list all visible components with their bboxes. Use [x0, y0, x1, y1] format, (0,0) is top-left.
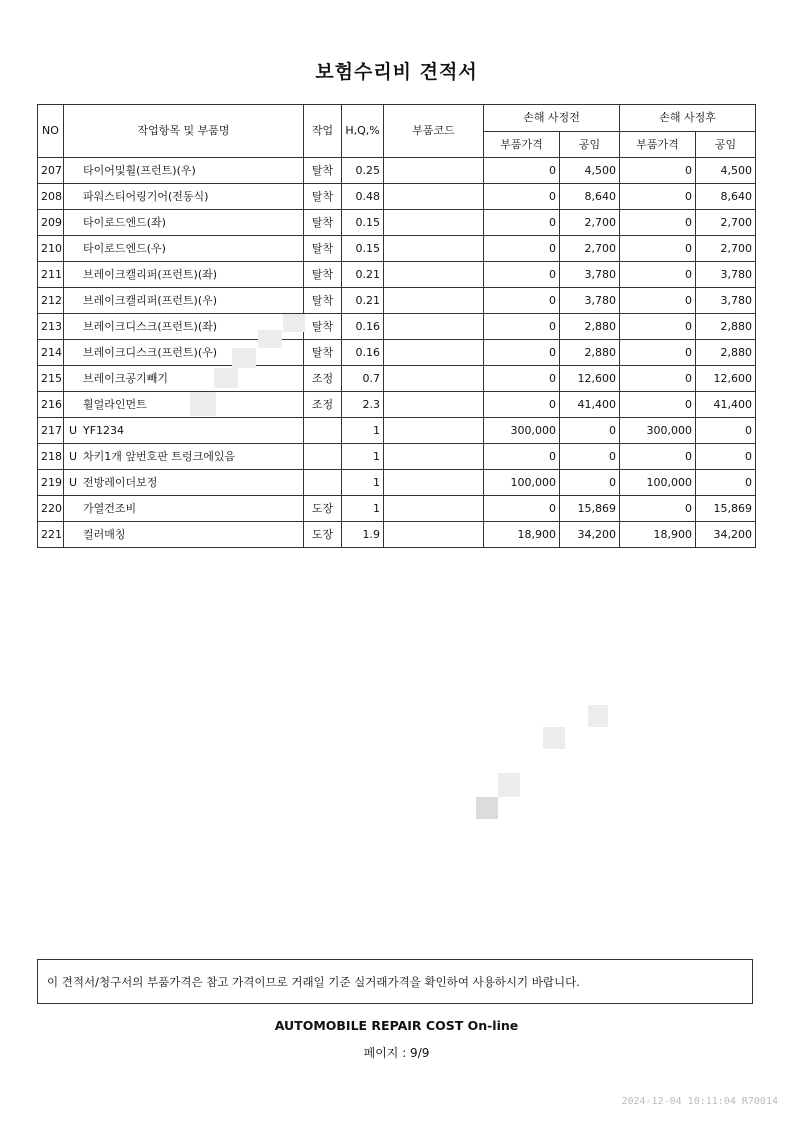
- row-work: [304, 470, 342, 496]
- row-no: 209: [38, 210, 64, 236]
- row-hq: 0.7: [342, 366, 384, 392]
- col-header-no: NO: [38, 105, 64, 158]
- row-item-name: [64, 184, 304, 210]
- row-item-label: 브레이크캘리퍼(프런트)(우): [83, 293, 218, 307]
- row-hq: 0.15: [342, 236, 384, 262]
- row-item-label: 전방레이더보정: [83, 475, 158, 489]
- row-work: [304, 444, 342, 470]
- row-after-labor: 0: [696, 418, 756, 444]
- row-before-labor: 0: [560, 444, 620, 470]
- row-before-labor: 4,500: [560, 158, 620, 184]
- row-hq: 0.16: [342, 314, 384, 340]
- table-row: [38, 340, 756, 366]
- redaction-mark: [476, 797, 498, 819]
- row-before-part-price: 0: [484, 340, 560, 366]
- row-before-labor: 3,780: [560, 288, 620, 314]
- row-hq: 2.3: [342, 392, 384, 418]
- col-header-before-labor: 공임: [560, 132, 620, 158]
- row-work: 도장: [304, 522, 342, 548]
- row-part-code: [384, 418, 484, 444]
- page-number: 페이지 : 9/9: [363, 1046, 430, 1060]
- row-item-name: [64, 262, 304, 288]
- row-item-name: [64, 392, 304, 418]
- row-no: 213: [38, 314, 64, 340]
- row-hq: 1: [342, 418, 384, 444]
- row-item-name: [64, 236, 304, 262]
- table-row: [38, 314, 756, 340]
- row-item-label: 휠얼라인먼트: [83, 397, 147, 411]
- row-item-label: YF1234: [83, 423, 125, 437]
- row-work: 조정: [304, 366, 342, 392]
- row-after-part-price: 0: [620, 288, 696, 314]
- row-after-part-price: 0: [620, 366, 696, 392]
- row-part-code: [384, 158, 484, 184]
- row-before-part-price: 300,000: [484, 418, 560, 444]
- col-header-item: 작업항목 및 부품명: [64, 105, 304, 158]
- col-header-before-part: 부품가격: [484, 132, 560, 158]
- row-after-labor: 3,780: [696, 262, 756, 288]
- col-group-after: 손해 사정후: [620, 105, 756, 132]
- row-item-name: [64, 444, 304, 470]
- row-no: 218: [38, 444, 64, 470]
- row-before-labor: 15,869: [560, 496, 620, 522]
- row-before-part-price: 0: [484, 262, 560, 288]
- row-item-name: [64, 210, 304, 236]
- table-row: [38, 262, 756, 288]
- row-item-name: [64, 418, 304, 444]
- row-after-part-price: 0: [620, 444, 696, 470]
- row-before-part-price: 0: [484, 288, 560, 314]
- row-before-part-price: 0: [484, 366, 560, 392]
- row-before-labor: 41,400: [560, 392, 620, 418]
- table-row: [38, 444, 756, 470]
- row-after-labor: 34,200: [696, 522, 756, 548]
- col-header-code: 부품코드: [384, 105, 484, 158]
- row-work: [304, 418, 342, 444]
- row-hq: 1: [342, 444, 384, 470]
- redaction-mark: [232, 348, 256, 368]
- row-before-labor: 8,640: [560, 184, 620, 210]
- row-work: 조정: [304, 392, 342, 418]
- row-flag: U: [69, 475, 78, 489]
- row-after-labor: 0: [696, 444, 756, 470]
- row-part-code: [384, 288, 484, 314]
- row-before-part-price: 18,900: [484, 522, 560, 548]
- row-no: 207: [38, 158, 64, 184]
- row-before-part-price: 0: [484, 314, 560, 340]
- redaction-mark: [588, 705, 608, 727]
- row-before-labor: 3,780: [560, 262, 620, 288]
- row-after-labor: 8,640: [696, 184, 756, 210]
- row-after-labor: 12,600: [696, 366, 756, 392]
- row-item-name: [64, 522, 304, 548]
- row-part-code: [384, 522, 484, 548]
- row-item-name: [64, 288, 304, 314]
- row-part-code: [384, 262, 484, 288]
- row-before-part-price: 0: [484, 496, 560, 522]
- row-hq: 1.9: [342, 522, 384, 548]
- table-row: [38, 418, 756, 444]
- row-hq: 0.16: [342, 340, 384, 366]
- redaction-mark: [543, 727, 565, 749]
- row-before-part-price: 0: [484, 236, 560, 262]
- row-after-part-price: 300,000: [620, 418, 696, 444]
- row-after-labor: 15,869: [696, 496, 756, 522]
- table-row: [38, 210, 756, 236]
- row-hq: 0.15: [342, 210, 384, 236]
- row-item-label: 브레이크디스크(프런트)(좌): [83, 319, 218, 333]
- row-hq: 1: [342, 470, 384, 496]
- row-after-part-price: 0: [620, 184, 696, 210]
- row-work: 탈착: [304, 210, 342, 236]
- row-after-part-price: 18,900: [620, 522, 696, 548]
- row-after-part-price: 0: [620, 314, 696, 340]
- row-part-code: [384, 236, 484, 262]
- row-item-label: 브레이크공기빼기: [83, 371, 169, 385]
- col-header-work: 작업: [304, 105, 342, 158]
- row-after-labor: 2,880: [696, 314, 756, 340]
- row-no: 210: [38, 236, 64, 262]
- row-part-code: [384, 444, 484, 470]
- document-title: 보험수리비 견적서: [315, 61, 478, 83]
- estimate-table: [37, 104, 756, 548]
- row-part-code: [384, 184, 484, 210]
- row-no: 208: [38, 184, 64, 210]
- row-work: 탈착: [304, 262, 342, 288]
- row-item-label: 타이어및휠(프런트)(우): [83, 163, 196, 177]
- row-work: 탈착: [304, 158, 342, 184]
- row-before-part-price: 0: [484, 392, 560, 418]
- row-item-label: 타이로드엔드(좌): [83, 215, 166, 229]
- row-after-labor: 0: [696, 470, 756, 496]
- table-row: [38, 184, 756, 210]
- row-after-labor: 4,500: [696, 158, 756, 184]
- table-row: [38, 522, 756, 548]
- row-no: 211: [38, 262, 64, 288]
- row-before-labor: 2,880: [560, 314, 620, 340]
- row-before-labor: 2,700: [560, 210, 620, 236]
- row-hq: 0.25: [342, 158, 384, 184]
- row-after-part-price: 0: [620, 392, 696, 418]
- redaction-mark: [258, 330, 282, 348]
- row-no: 212: [38, 288, 64, 314]
- row-no: 214: [38, 340, 64, 366]
- row-after-labor: 2,880: [696, 340, 756, 366]
- row-item-name: [64, 366, 304, 392]
- row-after-part-price: 0: [620, 158, 696, 184]
- row-work: 도장: [304, 496, 342, 522]
- row-item-label: 브레이크캘리퍼(프런트)(좌): [83, 267, 218, 281]
- row-work: 탈착: [304, 236, 342, 262]
- row-before-part-price: 0: [484, 210, 560, 236]
- row-no: 221: [38, 522, 64, 548]
- row-hq: 0.21: [342, 262, 384, 288]
- row-no: 219: [38, 470, 64, 496]
- redaction-mark: [190, 392, 216, 416]
- row-hq: 0.21: [342, 288, 384, 314]
- row-before-labor: 2,880: [560, 340, 620, 366]
- row-after-part-price: 100,000: [620, 470, 696, 496]
- row-item-name: [64, 470, 304, 496]
- table-row: [38, 392, 756, 418]
- row-before-part-price: 100,000: [484, 470, 560, 496]
- row-after-labor: 41,400: [696, 392, 756, 418]
- row-item-label: 브레이크디스크(프런트)(우): [83, 345, 218, 359]
- table-row: [38, 288, 756, 314]
- row-hq: 0.48: [342, 184, 384, 210]
- row-part-code: [384, 470, 484, 496]
- row-item-label: 가열건조비: [83, 501, 137, 515]
- row-part-code: [384, 392, 484, 418]
- row-item-name: [64, 158, 304, 184]
- redaction-mark: [214, 368, 238, 388]
- row-flag: U: [69, 423, 78, 437]
- row-work: 탈착: [304, 288, 342, 314]
- table-row: [38, 496, 756, 522]
- table-row: [38, 236, 756, 262]
- row-before-labor: 0: [560, 418, 620, 444]
- row-before-labor: 34,200: [560, 522, 620, 548]
- row-no: 220: [38, 496, 64, 522]
- row-before-labor: 0: [560, 470, 620, 496]
- table-row: [38, 366, 756, 392]
- row-part-code: [384, 340, 484, 366]
- table-row: [38, 470, 756, 496]
- row-item-label: 파워스티어링기어(전동식): [83, 189, 209, 203]
- col-header-hq: H,Q,%: [342, 105, 384, 158]
- row-after-labor: 2,700: [696, 210, 756, 236]
- col-header-after-labor: 공임: [696, 132, 756, 158]
- row-work: 탈착: [304, 340, 342, 366]
- price-notice: 이 견적서/청구서의 부품가격은 참고 가격이므로 거래일 기준 실거래가격을 확인하여 사용하시기 바랍니다.: [37, 959, 753, 1004]
- row-after-part-price: 0: [620, 210, 696, 236]
- row-after-part-price: 0: [620, 262, 696, 288]
- estimate-rows: [38, 158, 756, 548]
- print-timestamp: 2024-12-04 10:11:04 R70014: [621, 1096, 778, 1107]
- row-after-part-price: 0: [620, 340, 696, 366]
- row-item-label: 차키1개 앞번호판 트렁크에있음: [83, 449, 236, 463]
- row-no: 217: [38, 418, 64, 444]
- col-group-before: 손해 사정전: [484, 105, 620, 132]
- row-flag: U: [69, 449, 78, 463]
- row-item-label: 컬러매칭: [83, 527, 126, 541]
- row-part-code: [384, 496, 484, 522]
- row-item-name: [64, 496, 304, 522]
- row-after-labor: 3,780: [696, 288, 756, 314]
- row-before-labor: 2,700: [560, 236, 620, 262]
- redaction-mark: [498, 773, 520, 797]
- row-after-labor: 2,700: [696, 236, 756, 262]
- row-after-part-price: 0: [620, 496, 696, 522]
- table-row: [38, 158, 756, 184]
- row-part-code: [384, 366, 484, 392]
- row-item-label: 타이로드엔드(우): [83, 241, 166, 255]
- row-no: 216: [38, 392, 64, 418]
- row-work: 탈착: [304, 184, 342, 210]
- row-part-code: [384, 314, 484, 340]
- row-no: 215: [38, 366, 64, 392]
- col-header-after-part: 부품가격: [620, 132, 696, 158]
- row-work: 탈착: [304, 314, 342, 340]
- row-after-part-price: 0: [620, 236, 696, 262]
- row-before-part-price: 0: [484, 184, 560, 210]
- row-hq: 1: [342, 496, 384, 522]
- redaction-mark: [283, 314, 305, 332]
- row-before-part-price: 0: [484, 444, 560, 470]
- row-before-part-price: 0: [484, 158, 560, 184]
- footer-title: AUTOMOBILE REPAIR COST On-line: [274, 1018, 519, 1033]
- row-part-code: [384, 210, 484, 236]
- row-before-labor: 12,600: [560, 366, 620, 392]
